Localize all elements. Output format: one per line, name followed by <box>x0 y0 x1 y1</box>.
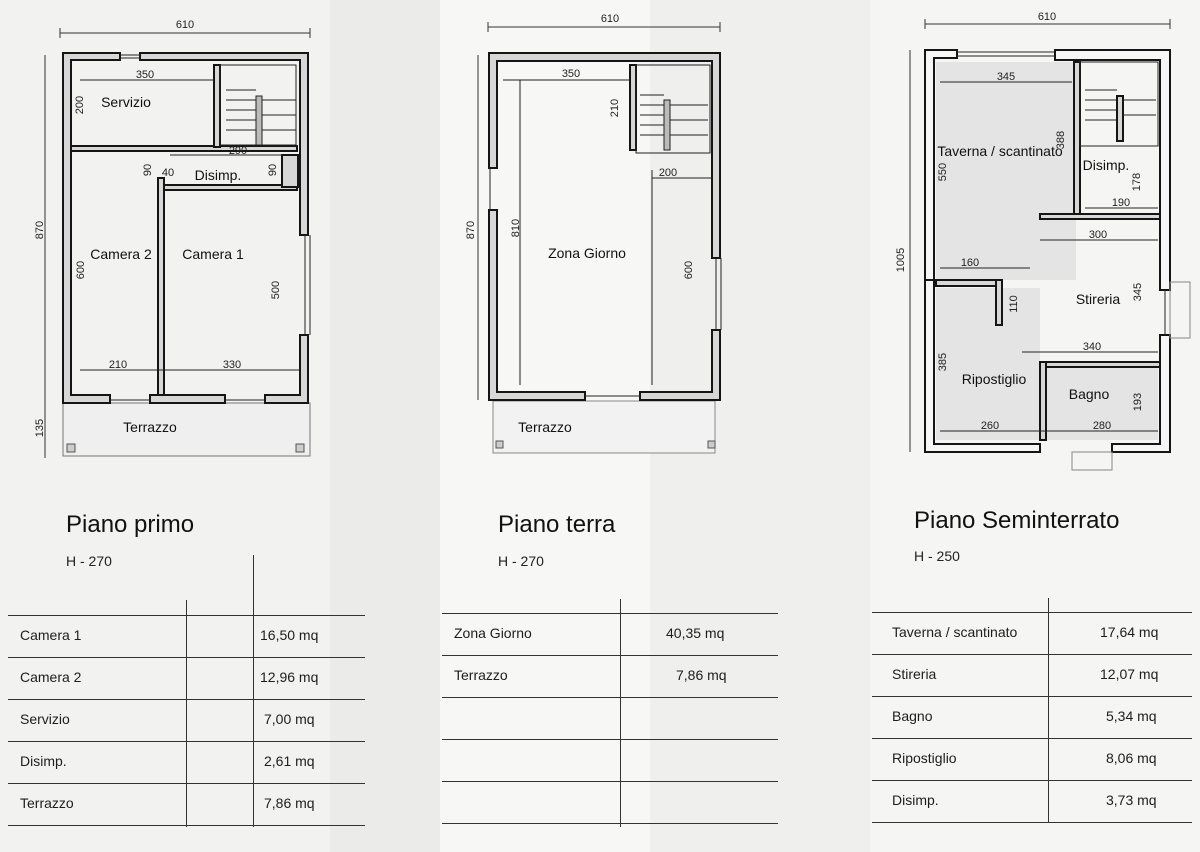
dim-label: 90 <box>142 163 154 177</box>
plan-height: H - 270 <box>498 553 544 569</box>
plan-title: Piano Seminterrato <box>914 507 1120 534</box>
dim-label: 870 <box>465 220 477 240</box>
wall <box>489 53 720 258</box>
room-area: 12,07 mq <box>1100 666 1159 682</box>
room-area: 12,96 mq <box>260 669 319 685</box>
room-label: Terrazzo <box>123 419 177 435</box>
table-row <box>8 615 365 658</box>
dim-label: 210 <box>609 98 621 118</box>
wall <box>630 65 636 150</box>
wall <box>996 280 1002 325</box>
dim-label: 280 <box>1092 420 1112 432</box>
dim-label: 260 <box>980 420 1000 432</box>
dim-label: 200 <box>74 95 86 115</box>
dim-label: 135 <box>34 418 46 438</box>
dim-label: 90 <box>267 163 279 177</box>
wall <box>1040 362 1046 440</box>
wall <box>1040 214 1160 219</box>
dim-label: 330 <box>222 359 242 371</box>
wall <box>1046 362 1160 367</box>
wall <box>71 146 297 151</box>
wall <box>214 65 220 147</box>
dim-label: 870 <box>34 220 46 240</box>
room-area: 40,35 mq <box>666 625 725 641</box>
table-row <box>872 654 1192 697</box>
area-table-piano-primo <box>8 615 365 827</box>
dim-label: 350 <box>135 69 155 81</box>
room-area: 17,64 mq <box>1100 624 1159 640</box>
dim-label: 340 <box>1082 341 1102 353</box>
room-area: 3,73 mq <box>1106 792 1157 808</box>
dim-label: 290 <box>228 145 248 157</box>
room-area: 7,86 mq <box>676 667 727 683</box>
dim-label: 610 <box>175 19 195 31</box>
wall <box>265 335 308 403</box>
floor-plan-piano-seminterrato <box>895 11 1190 470</box>
dim-label: 345 <box>1132 282 1144 302</box>
dim-label: 350 <box>561 68 581 80</box>
room-name: Terrazzo <box>20 795 74 811</box>
wall <box>164 185 297 190</box>
plan-height: H - 250 <box>914 548 960 564</box>
table-row <box>8 783 365 826</box>
room-area: 5,34 mq <box>1106 708 1157 724</box>
table-row <box>8 741 365 784</box>
dim-label: 388 <box>1055 130 1067 150</box>
room-area: 16,50 mq <box>260 627 319 643</box>
terrace <box>63 403 310 456</box>
wall <box>150 395 225 403</box>
room-label: Disimp. <box>1082 157 1130 173</box>
dim-label: 345 <box>996 71 1016 83</box>
room-name: Servizio <box>20 711 70 727</box>
room-name: Disimp. <box>892 792 939 808</box>
room-area: 7,86 mq <box>264 795 315 811</box>
dim-label: 500 <box>270 280 282 300</box>
table-row <box>872 738 1192 781</box>
room-fill <box>936 288 1040 440</box>
room-name: Taverna / scantinato <box>892 624 1018 640</box>
staircase <box>220 65 296 145</box>
plan-title: Piano terra <box>498 511 616 538</box>
room-label: Stireria <box>1075 291 1121 307</box>
room-name: Zona Giorno <box>454 625 532 641</box>
room-label: Camera 2 <box>90 246 152 262</box>
dim-label: 193 <box>1132 392 1144 412</box>
room-name: Camera 2 <box>20 669 82 685</box>
floor-plan-piano-primo <box>34 19 310 458</box>
dim-label: 210 <box>108 359 128 371</box>
table-row <box>442 655 778 698</box>
room-label: Bagno <box>1068 386 1110 402</box>
floor-plan-piano-terra <box>465 13 721 453</box>
table-row <box>872 780 1192 823</box>
room-label: Disimp. <box>194 167 242 183</box>
room-name: Disimp. <box>20 753 67 769</box>
area-table-piano-terra <box>442 613 778 827</box>
room-name: Camera 1 <box>20 627 82 643</box>
table-row <box>8 657 365 700</box>
dim-label: 610 <box>600 13 620 25</box>
wall <box>1074 62 1080 218</box>
table-row <box>442 781 778 824</box>
wall <box>282 155 298 187</box>
dim-label: 40 <box>161 167 175 179</box>
room-name: Terrazzo <box>454 667 508 683</box>
plan-height: H - 270 <box>66 553 112 569</box>
table-row <box>442 697 778 740</box>
dim-label: 200 <box>658 167 678 179</box>
table-row <box>442 613 778 656</box>
dim-label: 600 <box>683 260 695 280</box>
wall <box>489 210 585 400</box>
dim-label: 190 <box>1111 197 1131 209</box>
dim-label: 110 <box>1008 295 1020 313</box>
wall <box>936 280 1002 286</box>
area-table-piano-seminterrato <box>872 612 1192 822</box>
dim-label: 160 <box>960 257 980 269</box>
room-label: Servizio <box>101 94 151 110</box>
room-name: Ripostiglio <box>892 750 957 766</box>
table-row <box>872 696 1192 739</box>
dim-label: 178 <box>1131 172 1143 192</box>
wall <box>1117 96 1123 141</box>
room-label: Taverna / scantinato <box>937 143 1063 159</box>
dim-label: 810 <box>510 218 522 238</box>
room-area: 7,00 mq <box>264 711 315 727</box>
dim-label: 300 <box>1088 229 1108 241</box>
room-area: 2,61 mq <box>264 753 315 769</box>
room-label: Camera 1 <box>182 246 244 262</box>
room-name: Stireria <box>892 666 937 682</box>
table-row <box>8 699 365 742</box>
staircase <box>636 65 710 153</box>
room-name: Bagno <box>892 708 933 724</box>
table-row <box>872 612 1192 655</box>
room-fill <box>936 62 1076 280</box>
room-area: 8,06 mq <box>1106 750 1157 766</box>
dim-label: 1005 <box>895 247 907 273</box>
wall <box>158 178 164 395</box>
plan-title: Piano primo <box>66 511 195 538</box>
dim-label: 385 <box>937 352 949 372</box>
dim-label: 600 <box>75 260 87 280</box>
dim-label: 550 <box>937 162 949 182</box>
table-row <box>442 739 778 782</box>
room-label: Ripostiglio <box>961 371 1027 387</box>
room-label: Terrazzo <box>518 419 572 435</box>
dim-label: 610 <box>1037 11 1057 23</box>
room-label: Zona Giorno <box>548 245 626 261</box>
